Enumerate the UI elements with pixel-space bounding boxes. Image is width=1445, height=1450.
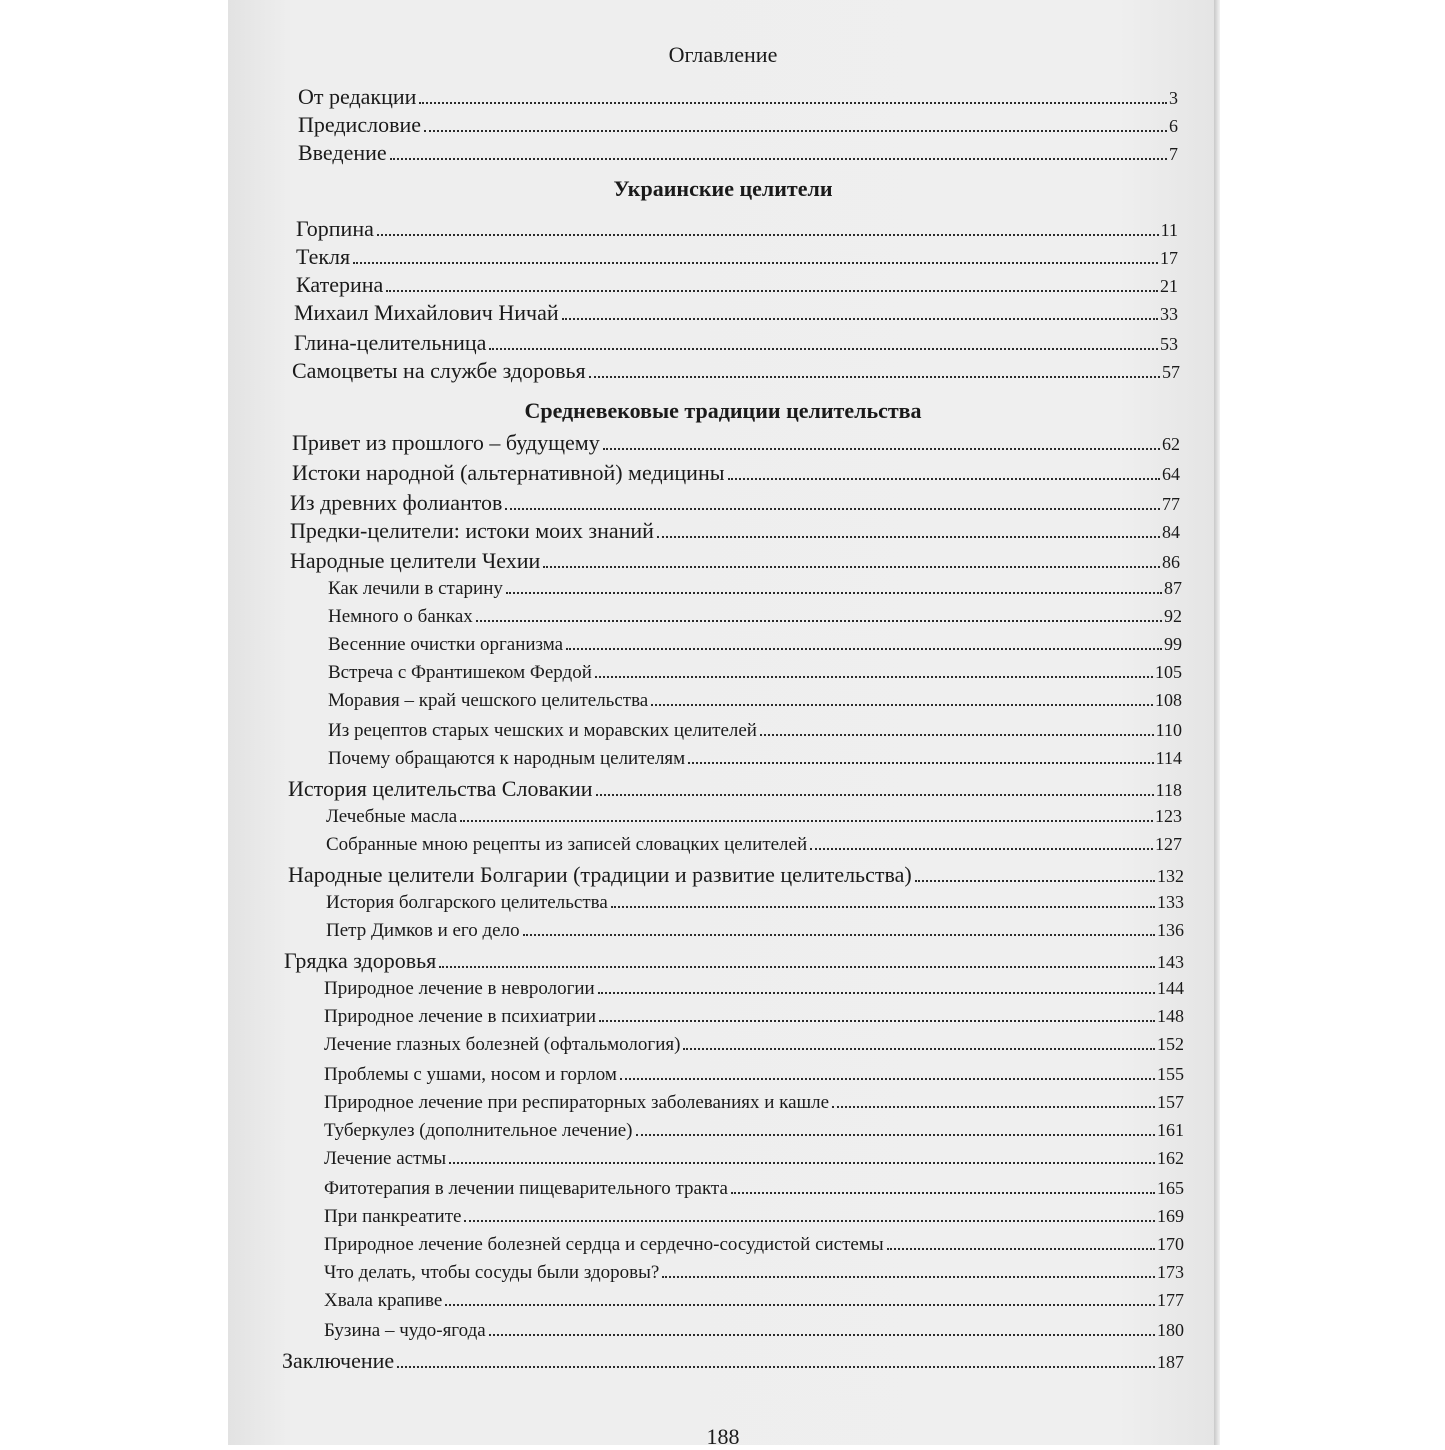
toc-entry-label: История болгарского целительства xyxy=(326,892,608,913)
dot-leader xyxy=(489,1334,1155,1336)
toc-entry-label: Хвала крапиве xyxy=(324,1290,443,1311)
toc-entry-label: Лечение глазных болезней (офтальмология) xyxy=(324,1034,681,1055)
toc-entry xyxy=(326,834,1182,856)
toc-entry-label: Самоцветы на службе здоровья xyxy=(292,358,586,383)
toc-entry xyxy=(326,806,1182,828)
toc-entry-label: Почему обращаются к народным целителям xyxy=(328,748,686,769)
toc-entry-page: 132 xyxy=(1157,866,1184,886)
toc-entry-page: 17 xyxy=(1160,248,1178,268)
toc-entry-label: Истоки народной (альтернативной) медицины xyxy=(292,460,725,485)
toc-entry xyxy=(324,1064,1184,1086)
toc-entry-page: 11 xyxy=(1160,220,1178,240)
toc-entry-label: Немного о банках xyxy=(328,606,473,627)
toc-entry xyxy=(288,776,1182,802)
toc-entry-page: 57 xyxy=(1162,362,1180,382)
toc-entry xyxy=(328,748,1182,770)
dot-leader xyxy=(464,1220,1155,1222)
toc-entry-label: Михаил Михайлович Ничай xyxy=(294,300,559,325)
dot-leader xyxy=(589,376,1160,378)
toc-entry-label: Фитотерапия в лечении пищеварительного тракта xyxy=(324,1178,728,1199)
toc-entry-page: 108 xyxy=(1155,690,1182,710)
toc-entry xyxy=(324,1092,1184,1114)
toc-entry-page: 118 xyxy=(1155,780,1182,800)
toc-entry-page: 162 xyxy=(1157,1148,1184,1168)
dot-leader xyxy=(397,1366,1155,1368)
dot-leader xyxy=(505,508,1160,510)
dot-leader xyxy=(611,906,1155,908)
dot-leader xyxy=(386,290,1158,292)
dot-leader xyxy=(353,262,1158,264)
toc-entry-label: Моравия – край чешского целительства xyxy=(328,690,649,711)
toc-entry-page: 64 xyxy=(1162,464,1180,484)
toc-entry xyxy=(292,430,1180,456)
toc-entry-page: 152 xyxy=(1157,1034,1184,1054)
toc-entry xyxy=(328,690,1182,712)
dot-leader xyxy=(439,966,1155,968)
dot-leader xyxy=(662,1276,1155,1278)
toc-entry-page: 136 xyxy=(1157,920,1184,940)
section1-title: Украинские целители xyxy=(613,176,833,201)
toc-entry-page: 165 xyxy=(1157,1178,1184,1198)
toc-entry-label: Текля xyxy=(296,244,351,269)
page-number: 188 xyxy=(706,1424,740,1449)
dot-leader xyxy=(449,1162,1155,1164)
toc-entry xyxy=(324,1178,1184,1200)
dot-leader xyxy=(523,934,1155,936)
toc-entry-page: 123 xyxy=(1155,806,1182,826)
toc-entry xyxy=(324,1006,1184,1028)
dot-leader xyxy=(595,676,1153,678)
dot-leader xyxy=(596,794,1154,796)
toc-entry-page: 180 xyxy=(1157,1320,1184,1340)
toc-entry-page: 155 xyxy=(1157,1064,1184,1084)
toc-entry-label: Лечебные масла xyxy=(326,806,458,827)
dot-leader xyxy=(476,620,1162,622)
dot-leader xyxy=(390,158,1167,160)
dot-leader xyxy=(728,478,1160,480)
toc-entry-label: Горпина xyxy=(296,216,374,241)
toc-entry-page: 187 xyxy=(1157,1352,1184,1372)
toc-entry-label: Введение xyxy=(298,140,387,165)
toc-entry-label: От редакции xyxy=(298,84,417,109)
dot-leader xyxy=(760,734,1154,736)
toc-entry-page: 170 xyxy=(1157,1234,1184,1254)
toc-entry-page: 62 xyxy=(1162,434,1180,454)
dot-leader xyxy=(543,566,1160,568)
toc-entry-label: При панкреатите xyxy=(324,1206,462,1227)
toc-entry-page: 92 xyxy=(1164,606,1182,626)
toc-entry-label: Народные целители Чехии xyxy=(290,548,541,573)
toc-entry-page: 3 xyxy=(1169,88,1178,108)
toc-entry-label: Грядка здоровья xyxy=(284,948,437,973)
dot-leader xyxy=(832,1106,1155,1108)
toc-entry-label: Проблемы с ушами, носом и горлом xyxy=(324,1064,617,1085)
dot-leader xyxy=(731,1192,1155,1194)
dot-leader xyxy=(598,992,1155,994)
toc-entry-page: 110 xyxy=(1155,720,1182,740)
toc-entry-page: 53 xyxy=(1160,334,1178,354)
toc-entry xyxy=(290,490,1180,516)
dot-leader xyxy=(603,448,1160,450)
toc-entry xyxy=(284,948,1184,974)
toc-entry xyxy=(328,634,1182,656)
dot-leader xyxy=(636,1134,1155,1136)
toc-entry xyxy=(324,1120,1184,1142)
dot-leader xyxy=(460,820,1153,822)
toc-entry-page: 99 xyxy=(1164,634,1182,654)
toc-entry xyxy=(328,578,1182,600)
dot-leader xyxy=(620,1078,1155,1080)
toc-entry-label: Собранные мною рецепты из записей словацких целителей xyxy=(326,834,808,855)
toc-entry xyxy=(294,300,1178,326)
dot-leader xyxy=(562,318,1158,320)
toc-entry-label: История целительства Словакии xyxy=(288,776,593,801)
toc-entry-label: Как лечили в старину xyxy=(328,578,503,599)
toc-entry-page: 143 xyxy=(1157,952,1184,972)
dot-leader xyxy=(599,1020,1155,1022)
toc-entry xyxy=(326,920,1184,942)
toc-entry-label: Глина-целительница xyxy=(294,330,487,355)
toc-entry-label: Природное лечение в неврологии xyxy=(324,978,595,999)
toc-entry xyxy=(298,140,1178,166)
toc-entry xyxy=(294,330,1178,356)
dot-leader xyxy=(489,348,1158,350)
dot-leader xyxy=(506,592,1162,594)
toc-entry-label: Заключение xyxy=(282,1348,395,1373)
toc-entry xyxy=(290,518,1180,544)
toc-entry-page: 77 xyxy=(1162,494,1180,514)
toc-entry xyxy=(296,244,1178,270)
dot-leader xyxy=(688,762,1153,764)
toc-entry-page: 105 xyxy=(1155,662,1182,682)
toc-entry xyxy=(328,720,1182,742)
dot-leader xyxy=(915,880,1155,882)
toc-entry-label: Весенние очистки организма xyxy=(328,634,564,655)
toc-entry-label: Привет из прошлого – будущему xyxy=(292,430,600,455)
toc-entry-label: Встреча с Франтишеком Фердой xyxy=(328,662,592,683)
toc-entry xyxy=(282,1348,1184,1374)
dot-leader xyxy=(377,234,1159,236)
toc-entry-page: 127 xyxy=(1155,834,1182,854)
dot-leader xyxy=(657,536,1160,538)
toc-entry-page: 33 xyxy=(1160,304,1178,324)
toc-entry-label: Что делать, чтобы сосуды были здоровы? xyxy=(324,1262,660,1283)
toc-entry-page: 177 xyxy=(1157,1290,1184,1310)
toc-entry xyxy=(290,548,1180,574)
toc-entry-page: 86 xyxy=(1162,552,1180,572)
toc-entry-label: Петр Димков и его дело xyxy=(326,920,520,941)
toc-entry-label: Из рецептов старых чешских и моравских целителей xyxy=(328,720,757,741)
toc-entry-label: Предисловие xyxy=(298,112,421,137)
toc-entry xyxy=(324,978,1184,1000)
toc-entry-label: Природное лечение при респираторных заболеваниях и кашле xyxy=(324,1092,830,1113)
toc-entry-page: 133 xyxy=(1157,892,1184,912)
toc-entry-label: Лечение астмы xyxy=(324,1148,447,1169)
dot-leader xyxy=(424,130,1167,132)
toc-entry-page: 161 xyxy=(1157,1120,1184,1140)
dot-leader xyxy=(683,1048,1155,1050)
toc-entry-page: 157 xyxy=(1157,1092,1184,1112)
toc-entry xyxy=(324,1034,1184,1056)
toc-entry-label: Природное лечение в психиатрии xyxy=(324,1006,597,1027)
toc-entry-label: Из древних фолиантов xyxy=(290,490,503,515)
dot-leader xyxy=(419,102,1167,104)
toc-entry xyxy=(328,606,1182,628)
toc-entry-page: 84 xyxy=(1162,522,1180,542)
toc-entry xyxy=(324,1262,1184,1284)
toc-entry xyxy=(298,112,1178,138)
dot-leader xyxy=(810,848,1153,850)
dot-leader xyxy=(887,1248,1155,1250)
toc-entry-page: 7 xyxy=(1169,144,1178,164)
toc-entry xyxy=(324,1206,1184,1228)
toc-entry xyxy=(292,460,1180,486)
section2-title: Средневековые традиции целительства xyxy=(524,398,922,423)
toc-entry-label: Туберкулез (дополнительное лечение) xyxy=(324,1120,633,1141)
toc-area xyxy=(228,0,1218,1449)
toc-entry-label: Предки-целители: истоки моих знаний xyxy=(290,518,654,543)
toc-entry-page: 169 xyxy=(1157,1206,1184,1226)
toc-entry xyxy=(324,1234,1184,1256)
toc-entry-label: Бузина – чудо-ягода xyxy=(324,1320,486,1341)
toc-entry xyxy=(292,358,1180,384)
toc-entry xyxy=(296,272,1178,298)
toc-entry-label: Народные целители Болгарии (традиции и развитие целительства) xyxy=(288,862,912,887)
toc-entry xyxy=(298,84,1178,110)
toc-entry xyxy=(288,862,1184,888)
toc-entry xyxy=(324,1320,1184,1342)
toc-entry-page: 87 xyxy=(1164,578,1182,598)
toc-entry xyxy=(326,892,1184,914)
toc-entry-page: 6 xyxy=(1169,116,1178,136)
dot-leader xyxy=(651,704,1153,706)
toc-entry-label: Природное лечение болезней сердца и сердечно-сосудистой системы xyxy=(324,1234,884,1255)
toc-entry-page: 173 xyxy=(1157,1262,1184,1282)
toc-title: Оглавление xyxy=(668,42,778,67)
toc-entry xyxy=(296,216,1178,242)
toc-entry-page: 144 xyxy=(1157,978,1184,998)
toc-entry xyxy=(328,662,1182,684)
toc-entry xyxy=(324,1290,1184,1312)
dot-leader xyxy=(566,648,1162,650)
toc-entry-page: 21 xyxy=(1160,276,1178,296)
toc-entry xyxy=(324,1148,1184,1170)
dot-leader xyxy=(445,1304,1155,1306)
toc-entry-page: 114 xyxy=(1155,748,1182,768)
toc-entry-page: 148 xyxy=(1157,1006,1184,1026)
toc-entry-label: Катерина xyxy=(296,272,384,297)
